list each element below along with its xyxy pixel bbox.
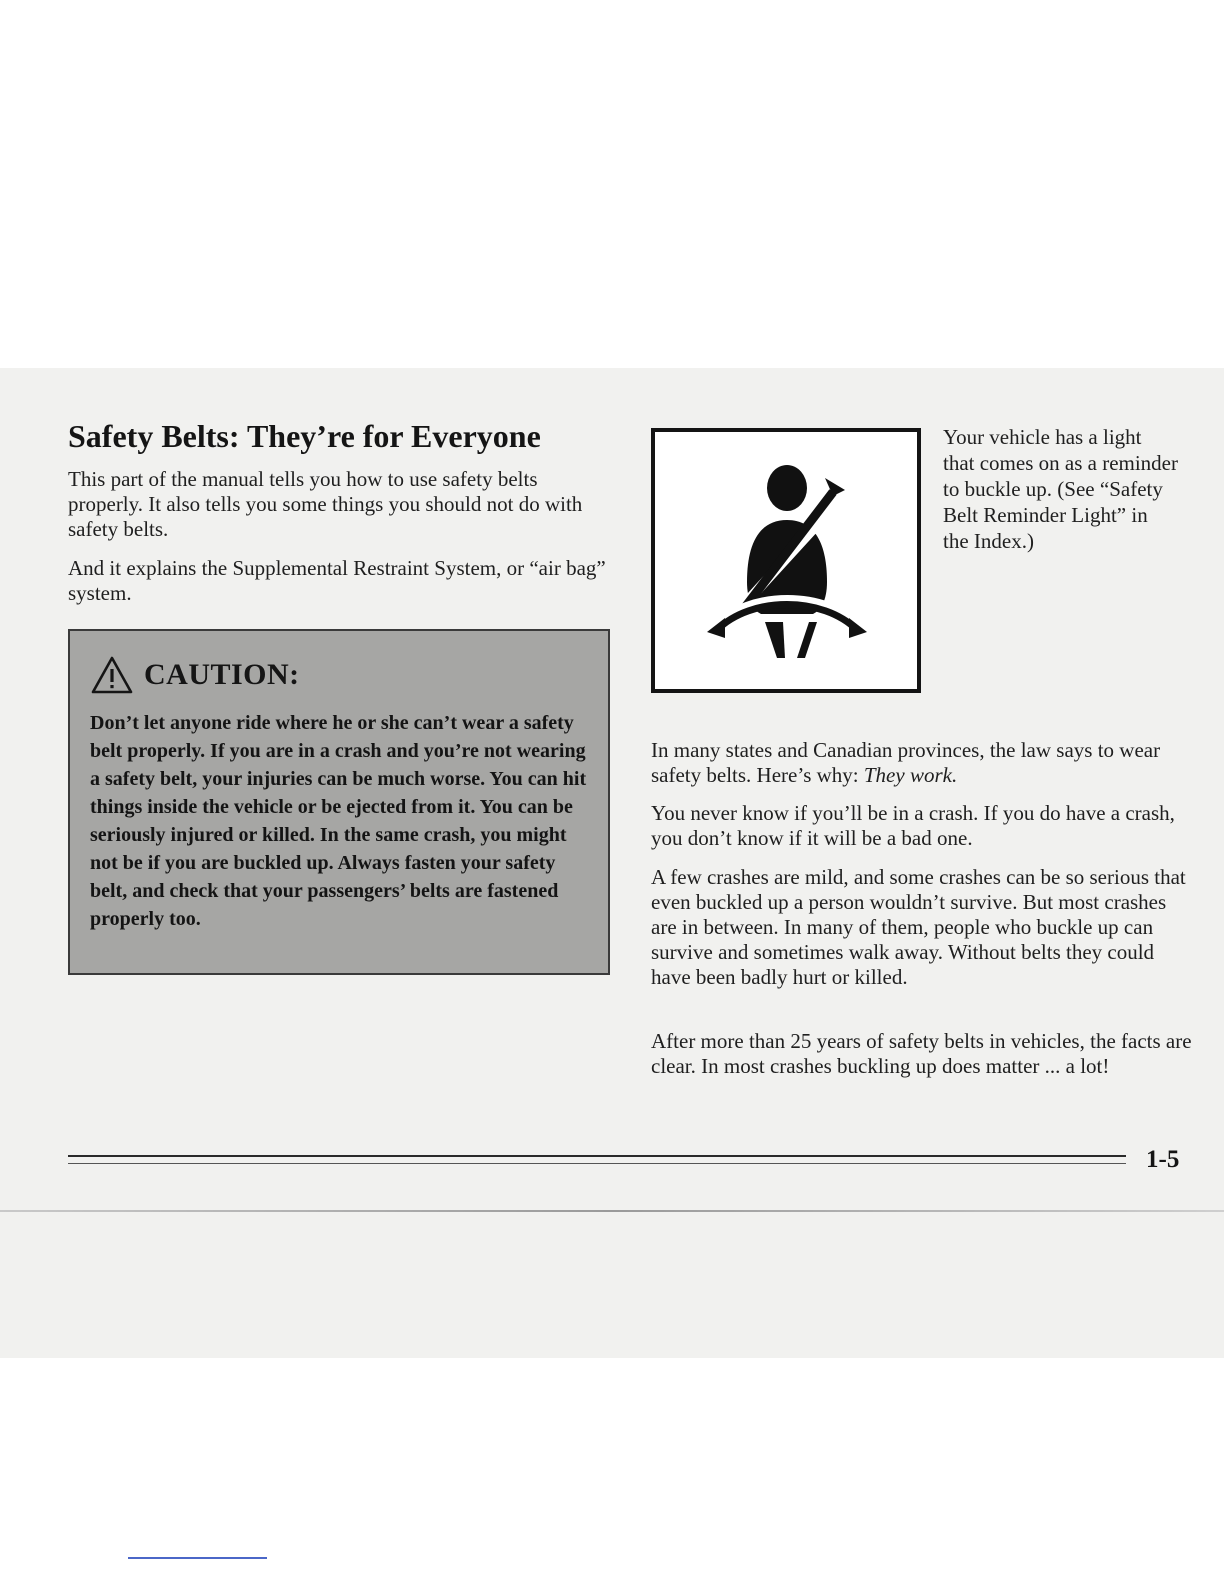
intro-paragraph-2: And it explains the Supplemental Restraint System, or “air bag” system. (68, 556, 606, 605)
bottom-underline-mark (128, 1557, 267, 1559)
section-title: Safety Belts: They’re for Everyone (68, 418, 541, 454)
body-paragraph-2: You never know if you’ll be in a crash. If you do have a crash, you don’t know if it will be a bad one. (651, 801, 1175, 850)
warning-triangle-icon (90, 655, 134, 695)
caution-heading (90, 655, 300, 695)
page-edge-line (0, 1210, 1224, 1212)
page-number: 1-5 (1146, 1146, 1180, 1173)
seatbelt-symbol-box (651, 428, 921, 693)
body-paragraph-4: After more than 25 years of safety belts in vehicles, the facts are clear. In most crashes buckling up does matter ... a lot! (651, 1029, 1192, 1078)
intro-paragraph-1: This part of the manual tells you how to use safety belts properly. It also tells you some things you should not do with safety belts. (68, 467, 583, 541)
footer-rule-top (68, 1155, 1126, 1157)
caution-box (68, 629, 610, 975)
caution-label: CAUTION: (144, 658, 300, 691)
reminder-caption: Your vehicle has a light that comes on as a reminder to buckle up. (See “Safety Belt Reminder Light” in the Index.) (943, 425, 1178, 553)
body-paragraph-3: A few crashes are mild, and some crashes can be so serious that even buckled up a person wouldn’t survive. But most crashes are in between. In many of them, people who buckle up can survive and sometimes walk away. Without belts they could have been badly hurt or killed. (651, 865, 1186, 989)
emphasis-text: They work. (863, 763, 958, 787)
seatbelt-reminder-icon (655, 432, 917, 689)
footer-rule-bottom (68, 1163, 1126, 1164)
body-paragraph-1-text: In many states and Canadian provinces, the law says to wear safety belts. Here’s why: (651, 738, 1161, 787)
caution-text: Don’t let anyone ride where he or she can’t wear a safety belt properly. If you are in a crash and you’re not wearing a safety belt, your injuries can be much worse. You can hit things inside the vehicle or be ejected from it. You can be seriously injured or killed. In the same crash, you might not be if you are buckled up. Always fasten your safety belt, and check that your passengers’ belts are fastened properly too. (90, 712, 587, 930)
body-paragraph-1 (651, 738, 1186, 788)
